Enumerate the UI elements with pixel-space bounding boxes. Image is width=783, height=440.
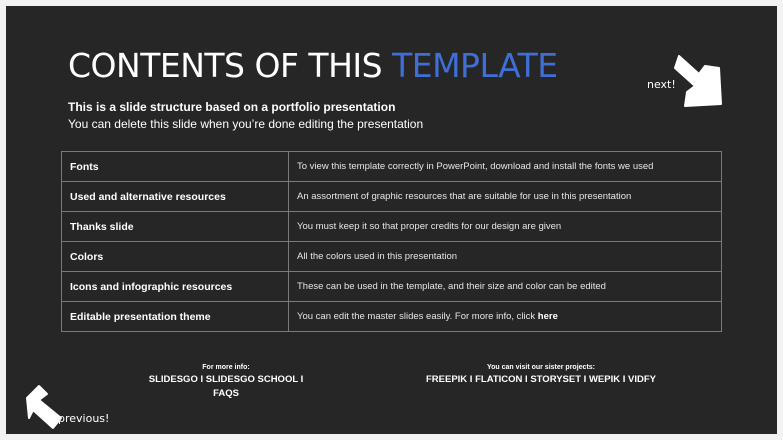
link-flaticon[interactable]: FLATICON bbox=[475, 374, 523, 385]
title-accent: TEMPLATE bbox=[392, 46, 558, 85]
link-freepik[interactable]: FREEPIK bbox=[425, 374, 468, 385]
row-label: Editable presentation theme bbox=[62, 302, 289, 332]
link-faqs[interactable]: FAQS bbox=[213, 388, 239, 399]
row-description: All the colors used in this presentation bbox=[289, 242, 722, 272]
sister-projects-heading: You can visit our sister projects: bbox=[486, 364, 595, 371]
link-wepik[interactable]: WEPIK bbox=[588, 374, 621, 385]
link-separator: I bbox=[467, 374, 476, 385]
next-label: next! bbox=[647, 78, 676, 91]
more-info-links bbox=[146, 373, 306, 401]
title-main: CONTENTS OF THIS bbox=[68, 46, 393, 85]
link-slidesgo[interactable]: SLIDESGO bbox=[148, 374, 198, 385]
here-link[interactable]: here bbox=[537, 311, 558, 322]
link-separator: I bbox=[297, 374, 304, 385]
table-row bbox=[62, 302, 722, 332]
arrow-down-right-icon bbox=[669, 52, 725, 112]
row-label: Used and alternative resources bbox=[62, 182, 289, 212]
link-vidfy[interactable]: VIDFY bbox=[628, 374, 656, 385]
table-row bbox=[62, 272, 722, 302]
contents-table bbox=[61, 151, 722, 332]
row-label: Fonts bbox=[62, 152, 289, 182]
sister-projects-block bbox=[411, 363, 671, 387]
row-description: You must keep it so that proper credits for our design are given bbox=[289, 212, 722, 242]
row-label: Icons and infographic resources bbox=[62, 272, 289, 302]
slide-title bbox=[68, 46, 558, 85]
row-description: An assortment of graphic resources that are suitable for use in this presentation bbox=[289, 182, 722, 212]
subtitle-bold: This is a slide structure based on a portfolio presentation bbox=[68, 100, 396, 114]
row-label: Thanks slide bbox=[62, 212, 289, 242]
link-separator: I bbox=[581, 374, 589, 385]
more-info-block bbox=[146, 363, 306, 401]
next-button[interactable] bbox=[669, 52, 725, 117]
row-description bbox=[289, 302, 722, 332]
link-separator: I bbox=[620, 374, 629, 385]
link-slidesgo-school[interactable]: SLIDESGO SCHOOL bbox=[205, 374, 298, 385]
row-description-text: You can edit the master slides easily. For more info, click bbox=[297, 311, 538, 322]
sister-projects-links bbox=[411, 373, 671, 387]
table-row bbox=[62, 242, 722, 272]
link-storyset[interactable]: STORYSET bbox=[530, 374, 582, 385]
previous-button[interactable] bbox=[23, 384, 65, 434]
link-separator: I bbox=[522, 374, 531, 385]
link-separator: I bbox=[197, 374, 206, 385]
row-label: Colors bbox=[62, 242, 289, 272]
previous-label: previous! bbox=[58, 412, 110, 425]
row-description: To view this template correctly in PowerPoint, download and install the fonts we used bbox=[289, 152, 722, 182]
table-row bbox=[62, 152, 722, 182]
table-row bbox=[62, 182, 722, 212]
table-row bbox=[62, 212, 722, 242]
subtitle: You can delete this slide when you’re done editing the presentation bbox=[68, 117, 424, 131]
slide bbox=[6, 6, 777, 434]
more-info-heading: For more info: bbox=[202, 364, 250, 371]
row-description: These can be used in the template, and their size and color can be edited bbox=[289, 272, 722, 302]
